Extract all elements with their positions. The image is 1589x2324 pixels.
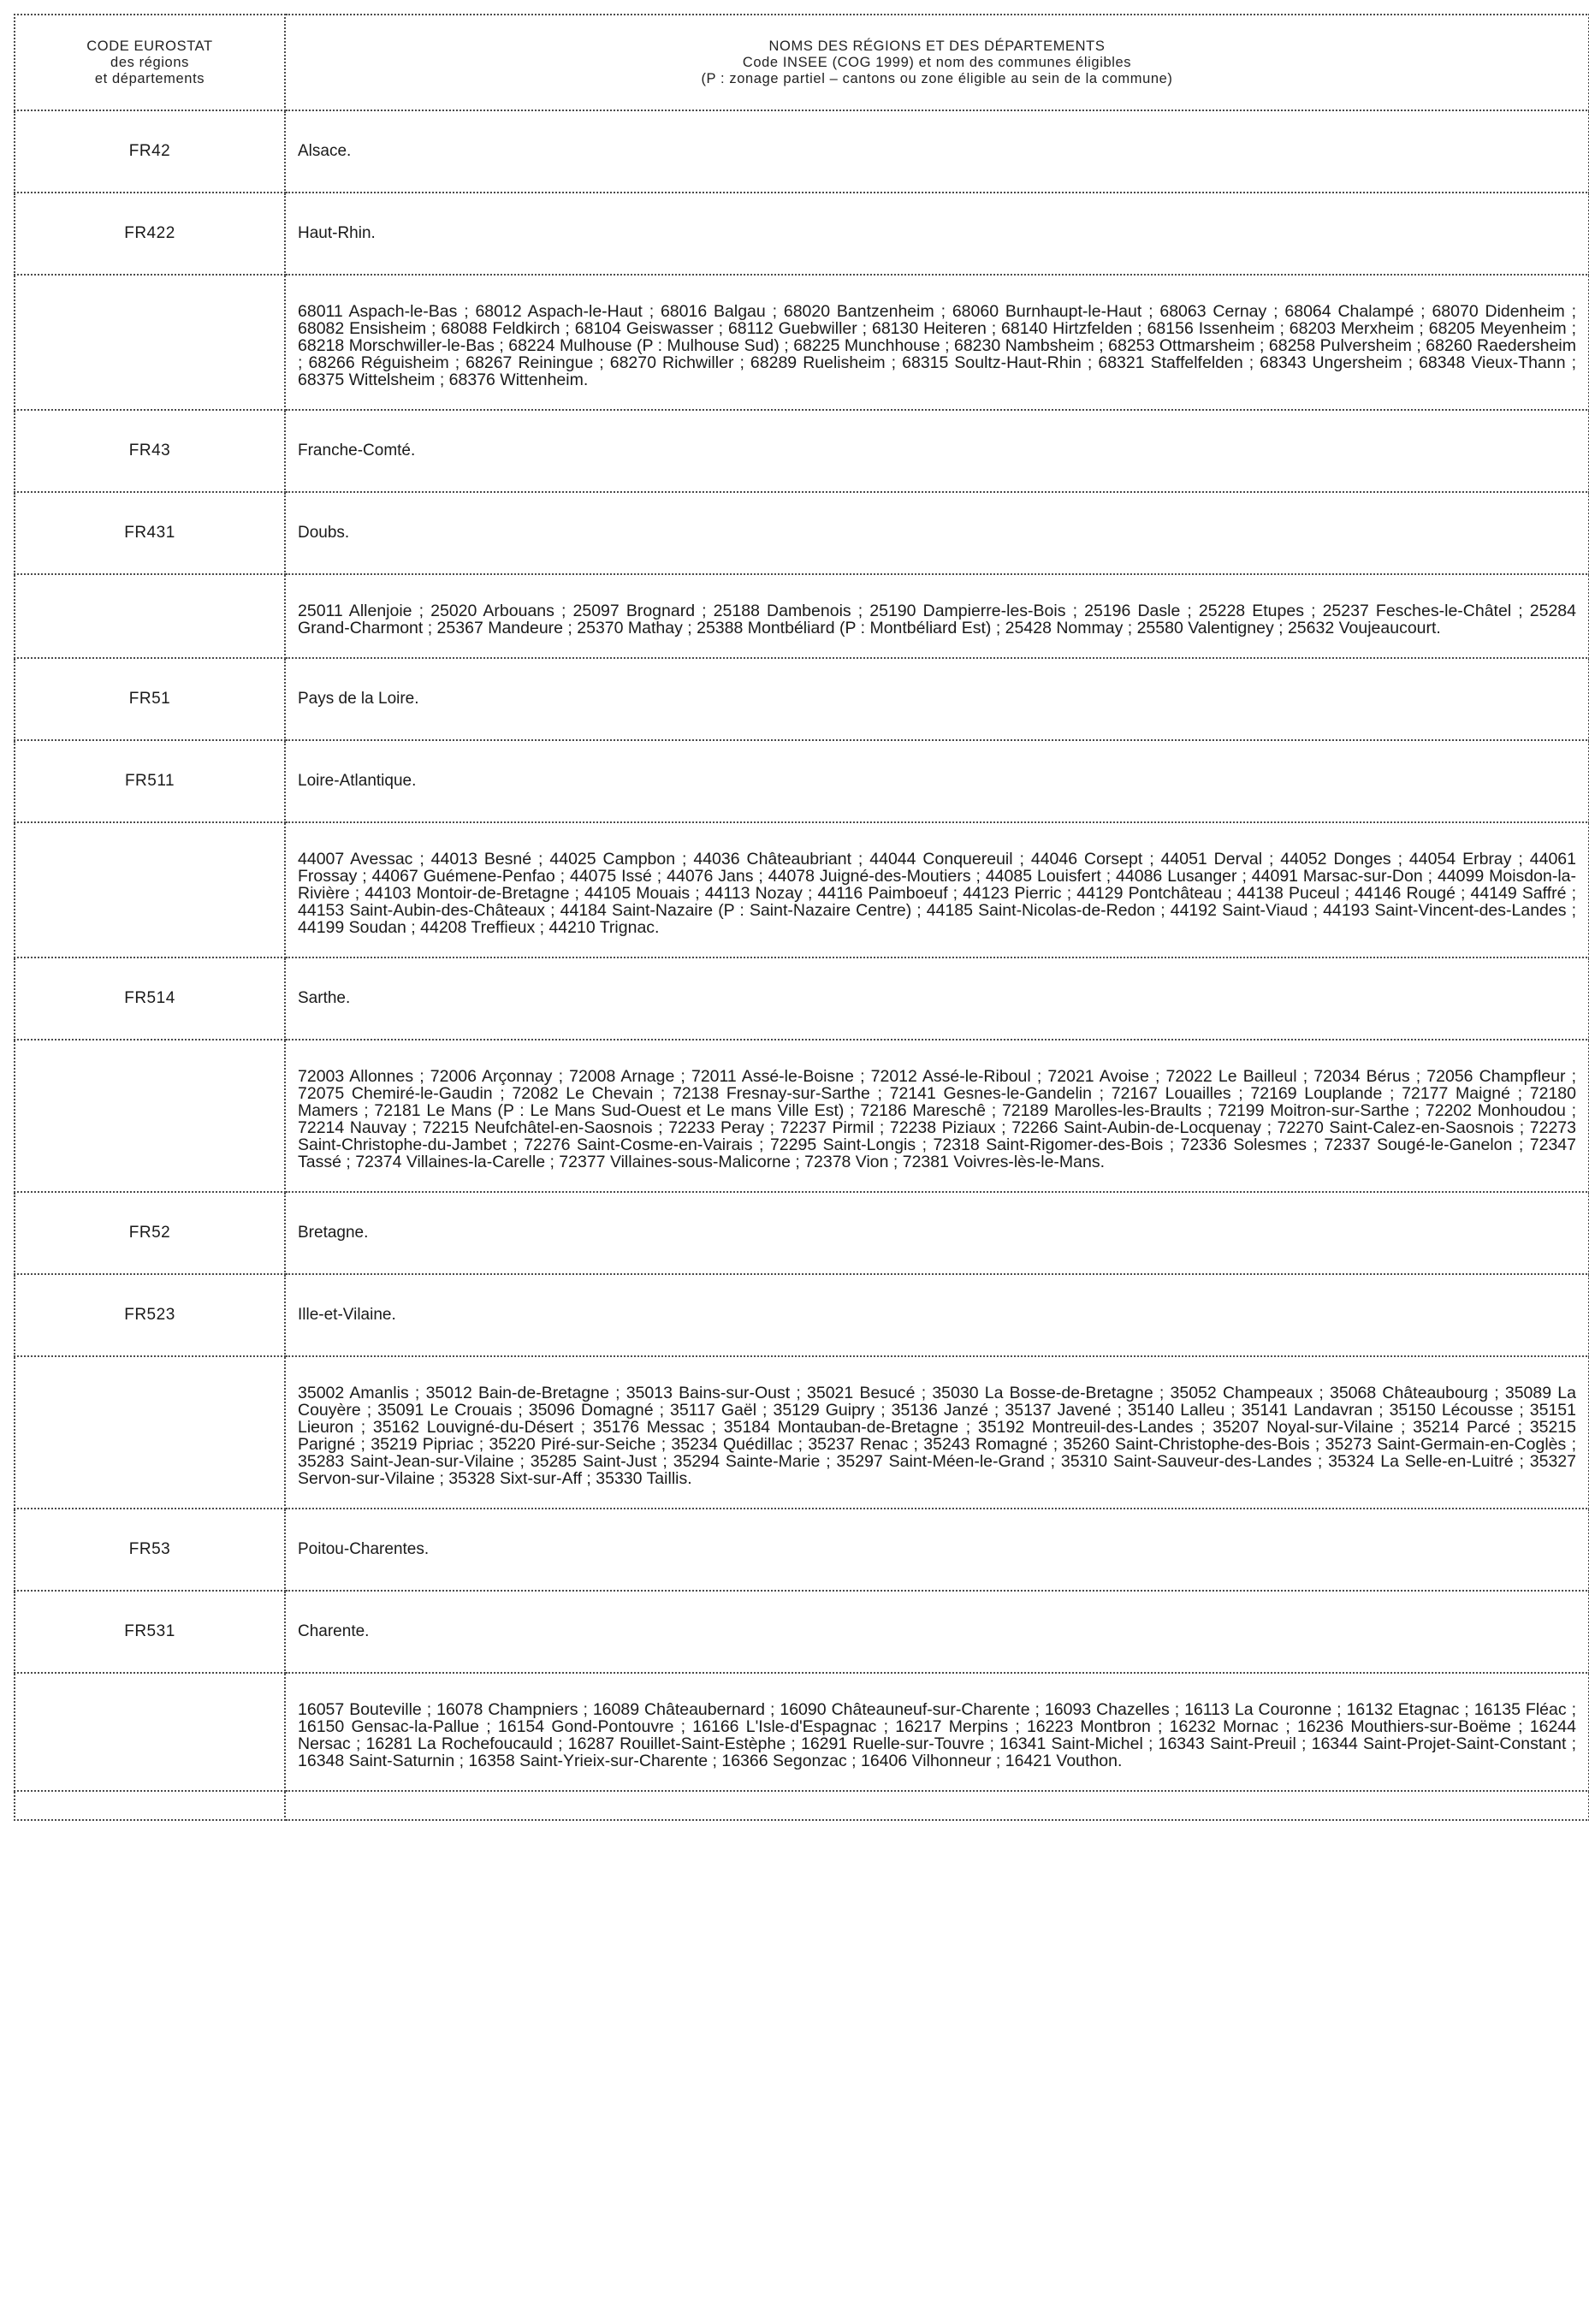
region-name: Sarthe. (285, 957, 1589, 1040)
region-name: Ille-et-Vilaine. (285, 1274, 1589, 1356)
eurostat-code: FR422 (15, 193, 285, 275)
continuation-cell (285, 1791, 1589, 1820)
regions-table-page (14, 14, 1588, 1821)
commune-list-row (15, 822, 1589, 957)
header-names-column (285, 15, 1589, 110)
region-row (15, 492, 1589, 574)
commune-list-cell (285, 574, 1589, 658)
empty-code-cell (15, 574, 285, 658)
region-name: Loire-Atlantique. (285, 740, 1589, 822)
commune-list-row (15, 1040, 1589, 1192)
commune-list-cell (285, 822, 1589, 957)
region-row (15, 957, 1589, 1040)
region-row (15, 1591, 1589, 1673)
region-name: Doubs. (285, 492, 1589, 574)
commune-list-cell (285, 1040, 1589, 1192)
regions-table (14, 14, 1589, 1821)
eurostat-code: FR52 (15, 1192, 285, 1274)
region-name: Franche-Comté. (285, 410, 1589, 492)
commune-list-row (15, 1673, 1589, 1791)
commune-list-text: 16057 Bouteville ; 16078 Champniers ; 16089 Châteaubernard ; 16090 Châteauneuf-sur-Charente ; 16093 Chazelles ; 16113 La Couronne ; 16132 Etagnac ; 16135 Fléac ; 16150 Gensac-la-Pallue ; 16154 Gond-Pontouvre ; 16166 L'Isle-d'Espagnac ; 16217 Merpins ; 16223 Montbron ; 16232 Mornac ; 16236 Mouthiers-sur-Boëme ; 16244 Nersac ; 16281 La Rochefoucauld ; 16287 Rouillet-Saint-Estèphe ; 16291 Ruelle-sur-Touvre ; 16341 Saint-Michel ; 16343 Saint-Preuil ; 16344 Saint-Projet-Saint-Constant ; 16348 Saint-Saturnin ; 16358 Saint-Yrieix-sur-Charente ; 16366 Segonzac ; 16406 Vilhonneur ; 16421 Vouthon. (298, 1700, 1576, 1770)
commune-list-text: 68011 Aspach-le-Bas ; 68012 Aspach-le-Haut ; 68016 Balgau ; 68020 Bantzenheim ; 68060 Burnhaupt-le-Haut ; 68063 Cernay ; 68064 Chalampé ; 68070 Didenheim ; 68082 Ensisheim ; 68088 Feldkirch ; 68104 Geiswasser ; 68112 Guebwiller ; 68130 Heiteren ; 68140 Hirtzfelden ; 68156 Issenheim ; 68203 Merxheim ; 68205 Meyenheim ; 68218 Morschwiller-le-Bas ; 68224 Mulhouse (P : Mulhouse Sud) ; 68225 Munchhouse ; 68230 Nambsheim ; 68253 Ottmarsheim ; 68258 Pulversheim ; 68260 Raedersheim ; 68266 Réguisheim ; 68267 Reiningue ; 68270 Richwiller ; 68289 Ruelisheim ; 68315 Soultz-Haut-Rhin ; 68321 Staffelfelden ; 68343 Ungersheim ; 68348 Vieux-Thann ; 68375 Wittelsheim ; 68376 Wittenheim. (298, 302, 1576, 389)
commune-list-text: 72003 Allonnes ; 72006 Arçonnay ; 72008 Arnage ; 72011 Assé-le-Boisne ; 72012 Assé-le-Riboul ; 72021 Avoise ; 72022 Le Bailleul ; 72034 Bérus ; 72056 Champfleur ; 72075 Chemiré-le-Gaudin ; 72082 Le Chevain ; 72138 Fresnay-sur-Sarthe ; 72141 Gesnes-le-Gandelin ; 72167 Louailles ; 72169 Louplande ; 72177 Maigné ; 72180 Mamers ; 72181 Le Mans (P : Le Mans Sud-Ouest et Le mans Ville Est) ; 72186 Mareschê ; 72189 Marolles-les-Braults ; 72199 Moitron-sur-Sarthe ; 72202 Monhoudou ; 72214 Nauvay ; 72215 Neufchâtel-en-Saosnois ; 72233 Peray ; 72237 Pirmil ; 72238 Piziaux ; 72266 Saint-Aubin-de-Locquenay ; 72270 Saint-Calez-en-Saosnois ; 72273 Saint-Christophe-du-Jambet ; 72276 Saint-Cosme-en-Vairais ; 72295 Saint-Longis ; 72318 Saint-Rigomer-des-Bois ; 72336 Solesmes ; 72337 Sougé-le-Ganelon ; 72347 Tassé ; 72374 Villaines-la-Carelle ; 72377 Villaines-sous-Malicorne ; 72378 Vion ; 72381 Voivres-lès-le-Mans. (298, 1067, 1576, 1171)
region-row (15, 740, 1589, 822)
region-name: Alsace. (285, 110, 1589, 193)
empty-code-cell (15, 1356, 285, 1509)
region-row (15, 193, 1589, 275)
region-name: Charente. (285, 1591, 1589, 1673)
commune-list-row (15, 275, 1589, 410)
region-row (15, 658, 1589, 740)
eurostat-code: FR42 (15, 110, 285, 193)
region-name: Bretagne. (285, 1192, 1589, 1274)
eurostat-code: FR531 (15, 1591, 285, 1673)
region-name: Pays de la Loire. (285, 658, 1589, 740)
commune-list-row (15, 1356, 1589, 1509)
eurostat-code: FR53 (15, 1509, 285, 1591)
header-names-label: NOMS DES RÉGIONS ET DES DÉPARTEMENTS Code INSEE (COG 1999) et nom des communes éligibles (P : zonage partiel – cantons ou zone éligible au sein de la commune) (701, 38, 1173, 86)
region-row (15, 1274, 1589, 1356)
table-header-row (15, 15, 1589, 110)
eurostat-code: FR523 (15, 1274, 285, 1356)
region-row (15, 110, 1589, 193)
commune-list-row (15, 574, 1589, 658)
region-row (15, 410, 1589, 492)
header-code-column (15, 15, 285, 110)
commune-list-text: 25011 Allenjoie ; 25020 Arbouans ; 25097 Brognard ; 25188 Dambenois ; 25190 Dampierre-les-Bois ; 25196 Dasle ; 25228 Etupes ; 25237 Fesches-le-Châtel ; 25284 Grand-Charmont ; 25367 Mandeure ; 25370 Mathay ; 25388 Montbéliard (P : Montbéliard Est) ; 25428 Nommay ; 25580 Valentigney ; 25632 Voujeaucourt. (298, 602, 1576, 637)
continuation-row (15, 1791, 1589, 1820)
header-code-label: CODE EUROSTAT des régions et départements (86, 38, 213, 86)
commune-list-text: 35002 Amanlis ; 35012 Bain-de-Bretagne ; 35013 Bains-sur-Oust ; 35021 Besucé ; 35030 La Bosse-de-Bretagne ; 35052 Champeaux ; 35068 Châteaubourg ; 35089 La Couyère ; 35091 Le Crouais ; 35096 Domagné ; 35117 Gaël ; 35129 Guipry ; 35136 Janzé ; 35137 Javené ; 35140 Lalleu ; 35141 Landavran ; 35150 Lécousse ; 35151 Lieuron ; 35162 Louvigné-du-Désert ; 35176 Messac ; 35184 Montauban-de-Bretagne ; 35192 Montreuil-des-Landes ; 35207 Noyal-sur-Vilaine ; 35214 Parcé ; 35215 Parigné ; 35219 Pipriac ; 35220 Piré-sur-Seiche ; 35234 Quédillac ; 35237 Renac ; 35243 Romagné ; 35260 Saint-Christophe-des-Bois ; 35273 Saint-Germain-en-Coglès ; 35283 Saint-Jean-sur-Vilaine ; 35285 Saint-Just ; 35294 Sainte-Marie ; 35297 Saint-Méen-le-Grand ; 35310 Saint-Sauveur-des-Landes ; 35324 La Selle-en-Luitré ; 35327 Servon-sur-Vilaine ; 35328 Sixt-sur-Aff ; 35330 Taillis. (298, 1384, 1576, 1488)
empty-code-cell (15, 1673, 285, 1791)
empty-code-cell (15, 275, 285, 410)
continuation-cell (15, 1791, 285, 1820)
eurostat-code: FR431 (15, 492, 285, 574)
region-row (15, 1192, 1589, 1274)
eurostat-code: FR511 (15, 740, 285, 822)
eurostat-code: FR43 (15, 410, 285, 492)
commune-list-cell (285, 275, 1589, 410)
empty-code-cell (15, 822, 285, 957)
region-name: Poitou-Charentes. (285, 1509, 1589, 1591)
eurostat-code: FR51 (15, 658, 285, 740)
eurostat-code: FR514 (15, 957, 285, 1040)
commune-list-text: 44007 Avessac ; 44013 Besné ; 44025 Campbon ; 44036 Châteaubriant ; 44044 Conquereuil ; 44046 Corsept ; 44051 Derval ; 44052 Donges ; 44054 Erbray ; 44061 Frossay ; 44067 Guémene-Penfao ; 44075 Issé ; 44076 Jans ; 44078 Juigné-des-Moutiers ; 44085 Louisfert ; 44086 Lusanger ; 44091 Marsac-sur-Don ; 44099 Moisdon-la-Rivière ; 44103 Montoir-de-Bretagne ; 44105 Mouais ; 44113 Nozay ; 44116 Paimboeuf ; 44123 Pierric ; 44129 Pontchâteau ; 44138 Puceul ; 44146 Rougé ; 44149 Saffré ; 44153 Saint-Aubin-des-Châteaux ; 44184 Saint-Nazaire (P : Saint-Nazaire Centre) ; 44185 Saint-Nicolas-de-Redon ; 44192 Saint-Viaud ; 44193 Saint-Vincent-des-Landes ; 44199 Soudan ; 44208 Treffieux ; 44210 Trignac. (298, 850, 1576, 937)
commune-list-cell (285, 1356, 1589, 1509)
region-row (15, 1509, 1589, 1591)
commune-list-cell (285, 1673, 1589, 1791)
empty-code-cell (15, 1040, 285, 1192)
region-name: Haut-Rhin. (285, 193, 1589, 275)
